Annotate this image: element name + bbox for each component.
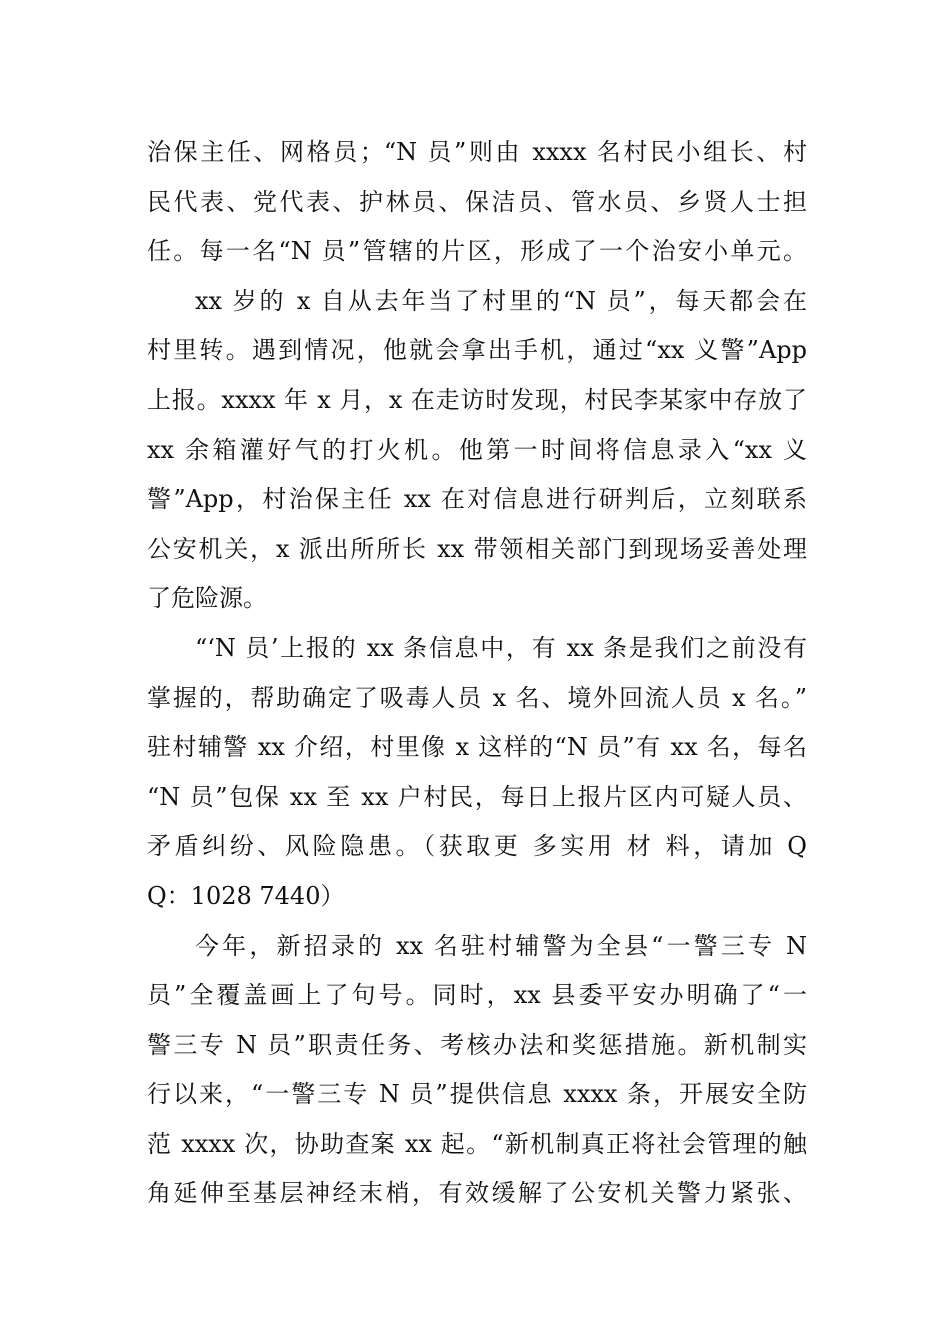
text-line: 警”App，村治保主任 xx 在对信息进行研判后，立刻联系 <box>147 485 807 514</box>
text-line: 矛盾纠纷、风险隐患。（获取更 多实用 材 料，请加 Q <box>147 832 807 861</box>
text-line: xx 余箱灌好气的打火机。他第一时间将信息录入“xx 义 <box>147 435 807 464</box>
text-line: xx 岁的 x 自从去年当了村里的“N 员”，每天都会在 <box>195 286 807 315</box>
text-line: 村里转。遇到情况，他就会拿出手机，通过“xx 义警”App <box>147 336 807 365</box>
text-line: 警三专 N 员”职责任务、考核办法和奖惩措施。新机制实 <box>147 1030 807 1059</box>
text-line: 范 xxxx 次，协助查案 xx 起。“新机制真正将社会管理的触 <box>147 1129 807 1158</box>
text-line: 任。每一名“N 员”管辖的片区，形成了一个治安小单元。 <box>147 237 807 266</box>
text-line: “‘N 员’上报的 xx 条信息中，有 xx 条是我们之前没有 <box>195 633 807 662</box>
text-line: 上报。xxxx 年 x 月，x 在走访时发现，村民李某家中存放了 <box>147 385 807 414</box>
text-line: 掌握的，帮助确定了吸毒人员 x 名、境外回流人员 x 名。” <box>147 683 807 712</box>
text-line: 民代表、党代表、护林员、保洁员、管水员、乡贤人士担 <box>147 187 807 216</box>
text-line: 行以来，“一警三专 N 员”提供信息 xxxx 条，开展安全防 <box>147 1080 807 1109</box>
text-line: 员”全覆盖画上了句号。同时，xx 县委平安办明确了“一 <box>147 981 807 1010</box>
text-line: 治保主任、网格员；“N 员”则由 xxxx 名村民小组长、村 <box>147 138 807 166</box>
text-line: 角延伸至基层神经末梢，有效缓解了公安机关警力紧张、 <box>147 1179 807 1208</box>
text-line: 驻村辅警 xx 介绍，村里像 x 这样的“N 员”有 xx 名，每名 <box>147 733 807 762</box>
text-line: 了危险源。 <box>147 584 267 613</box>
body-text <box>147 128 807 1219</box>
text-line: “N 员”包保 xx 至 xx 户村民，每日上报片区内可疑人员、 <box>147 782 807 811</box>
text-line: Q：1028 7440） <box>147 881 345 910</box>
text-line: 今年，新招录的 xx 名驻村辅警为全县“一警三专 N <box>195 931 807 960</box>
text-line: 公安机关，x 派出所所长 xx 带领相关部门到现场妥善处理 <box>147 534 807 563</box>
